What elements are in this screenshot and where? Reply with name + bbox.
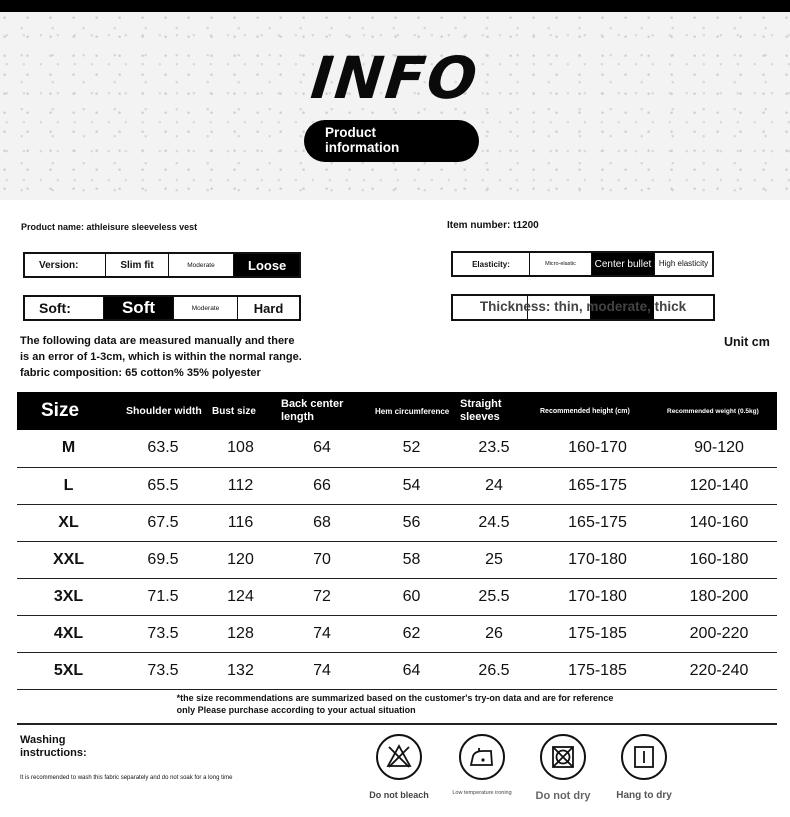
table-cell: 165-175 <box>534 467 661 504</box>
table-cell: 65.5 <box>120 467 206 504</box>
table-cell: 120 <box>206 541 275 578</box>
version-label: Version: <box>39 259 79 271</box>
soft-option-hard: Hard <box>237 297 299 319</box>
table-cell: 132 <box>206 652 275 689</box>
header-back-center-length: Back center length <box>275 392 369 430</box>
table-cell: 160-170 <box>534 430 661 467</box>
care-label-do-not-dry: Do not dry <box>535 790 591 802</box>
do-not-dry-icon <box>540 734 586 780</box>
table-cell: 160-180 <box>661 541 777 578</box>
note-line-3: fabric composition: 65 cotton% 35% polyester <box>20 367 261 379</box>
footnote-line-1: *the size recommendations are summarized based on the customer's try-on data and are for reference <box>176 693 614 703</box>
table-cell: 175-185 <box>534 615 661 652</box>
table-cell: 200-220 <box>661 615 777 652</box>
table-cell: 120-140 <box>661 467 777 504</box>
table-cell: 26 <box>454 615 534 652</box>
header-bust-size: Bust size <box>206 392 275 430</box>
elasticity-option-micro-elastic: Micro-elastic <box>529 253 591 275</box>
table-cell: 72 <box>275 578 369 615</box>
table-cell: 165-175 <box>534 504 661 541</box>
header-recommended-weight: Recommended weight (0.5kg) <box>661 392 777 430</box>
table-cell: 25.5 <box>454 578 534 615</box>
size-cell: L <box>17 467 120 504</box>
table-cell: 140-160 <box>661 504 777 541</box>
pill-line-1: Product <box>325 125 377 140</box>
table-cell: 58 <box>369 541 454 578</box>
divider <box>17 723 777 725</box>
care-label-no-bleach: Do not bleach <box>369 790 429 800</box>
measurement-note <box>20 333 302 381</box>
table-cell: 68 <box>275 504 369 541</box>
washing-title-line-2: instructions: <box>20 747 87 759</box>
elasticity-option-high-elasticity: High elasticity <box>654 253 712 275</box>
soft-option-moderate: Moderate <box>173 297 237 319</box>
table-cell: 90-120 <box>661 430 777 467</box>
table-cell: 170-180 <box>534 578 661 615</box>
header-shoulder-width: Shoulder width <box>120 392 206 430</box>
thickness-text: Thickness: thin, moderate, thick <box>479 299 687 314</box>
table-row <box>17 615 777 652</box>
version-selector <box>23 252 301 278</box>
table-row <box>17 504 777 541</box>
table-cell: 66 <box>275 467 369 504</box>
header-recommended-height: Recommended height (cm) <box>534 392 661 430</box>
size-cell: 4XL <box>17 615 120 652</box>
table-cell: 25 <box>454 541 534 578</box>
table-row <box>17 430 777 467</box>
table-cell: 73.5 <box>120 652 206 689</box>
softness-selector <box>23 295 301 321</box>
elasticity-selector <box>451 251 714 277</box>
table-row <box>17 652 777 689</box>
table-cell: 128 <box>206 615 275 652</box>
table-row <box>17 467 777 504</box>
table-cell: 52 <box>369 430 454 467</box>
table-cell: 74 <box>275 615 369 652</box>
table-row <box>17 541 777 578</box>
elasticity-option-center-bullet: Center bullet <box>591 253 654 275</box>
item-number: Item number: t1200 <box>447 220 539 231</box>
table-cell: 26.5 <box>454 652 534 689</box>
pill-line-2: information <box>325 140 400 155</box>
table-cell: 180-200 <box>661 578 777 615</box>
table-cell: 23.5 <box>454 430 534 467</box>
header-hem-circumference: Hem circumference <box>369 392 454 430</box>
table-cell: 116 <box>206 504 275 541</box>
table-cell: 175-185 <box>534 652 661 689</box>
table-cell: 220-240 <box>661 652 777 689</box>
table-cell: 62 <box>369 615 454 652</box>
elasticity-label: Elasticity: <box>472 259 510 269</box>
version-option-loose: Loose <box>233 254 299 276</box>
size-table <box>17 392 777 690</box>
soft-label: Soft: <box>39 300 71 316</box>
washing-title-line-1: Washing <box>20 734 66 746</box>
table-cell: 112 <box>206 467 275 504</box>
size-cell: M <box>17 430 120 467</box>
unit-label: Unit cm <box>724 335 770 349</box>
table-cell: 67.5 <box>120 504 206 541</box>
size-footnote <box>0 692 790 716</box>
soft-option-soft: Soft <box>103 297 173 319</box>
table-cell: 124 <box>206 578 275 615</box>
product-information-pill <box>304 120 479 162</box>
table-row <box>17 578 777 615</box>
top-bar <box>0 0 790 12</box>
care-label-low-temperature-ironing: Low temperature ironing <box>452 790 512 796</box>
table-cell: 73.5 <box>120 615 206 652</box>
table-cell: 54 <box>369 467 454 504</box>
product-name: Product name: athleisure sleeveless vest <box>21 222 198 232</box>
table-cell: 70 <box>275 541 369 578</box>
hero-title: INFO <box>307 44 483 112</box>
table-cell: 63.5 <box>120 430 206 467</box>
version-option-slim-fit: Slim fit <box>105 254 168 276</box>
table-cell: 24 <box>454 467 534 504</box>
table-cell: 71.5 <box>120 578 206 615</box>
low-temperature-ironing-icon <box>459 734 505 780</box>
version-option-moderate: Moderate <box>168 254 233 276</box>
care-label-hang-to-dry: Hang to dry <box>616 790 672 801</box>
table-cell: 56 <box>369 504 454 541</box>
footnote-line-2: only Please purchase according to your actual situation <box>176 705 416 715</box>
header-straight-sleeves: Straight sleeves <box>454 392 534 430</box>
table-cell: 74 <box>275 652 369 689</box>
table-cell: 170-180 <box>534 541 661 578</box>
hang-to-dry-icon <box>621 734 667 780</box>
table-cell: 24.5 <box>454 504 534 541</box>
header-size: Size <box>17 392 120 430</box>
no-bleach-icon <box>376 734 422 780</box>
size-cell: 5XL <box>17 652 120 689</box>
washing-note: It is recommended to wash this fabric separately and do not soak for a long time <box>20 775 233 781</box>
care-item-hang-to-dry <box>594 734 694 801</box>
table-cell: 108 <box>206 430 275 467</box>
table-cell: 64 <box>369 652 454 689</box>
size-cell: XL <box>17 504 120 541</box>
table-header-row <box>17 392 777 430</box>
note-line-1: The following data are measured manually and there <box>20 335 295 347</box>
table-cell: 64 <box>275 430 369 467</box>
table-cell: 60 <box>369 578 454 615</box>
washing-title <box>20 734 87 760</box>
note-line-2: is an error of 1-3cm, which is within the normal range. <box>20 351 302 363</box>
size-cell: XXL <box>17 541 120 578</box>
size-cell: 3XL <box>17 578 120 615</box>
table-cell: 69.5 <box>120 541 206 578</box>
